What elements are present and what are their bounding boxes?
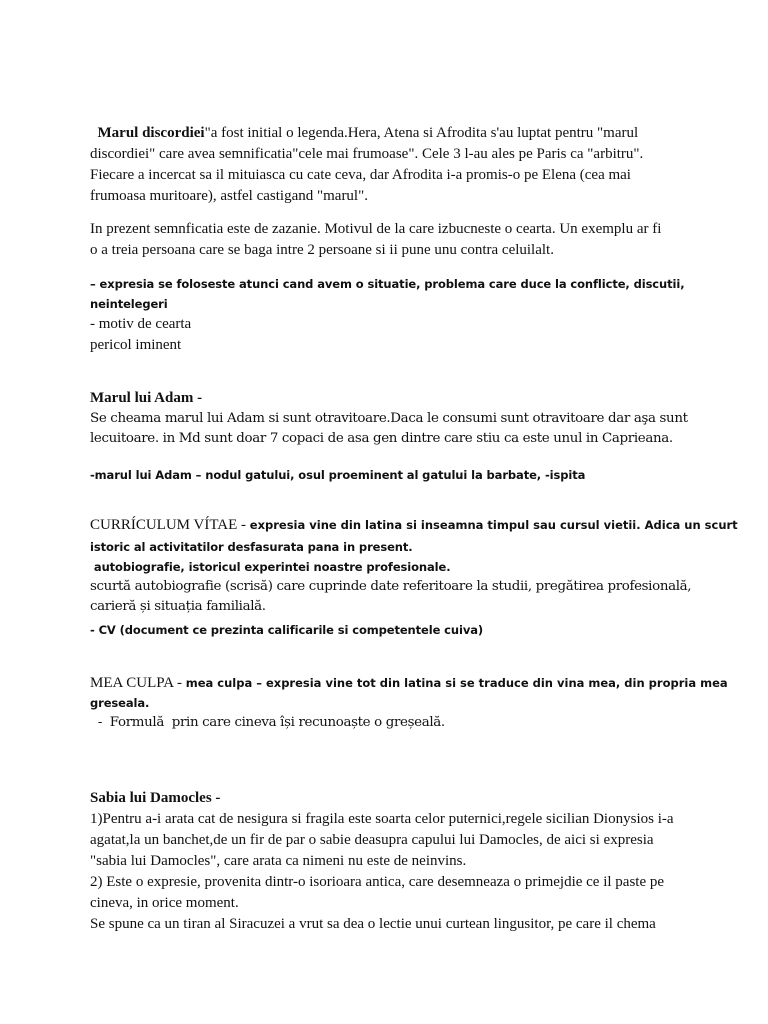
paragraph-line: Marul discordiei"a fost initial o legenda.Hera, Atena si Afrodita s'au luptat pentru "marul [97,125,639,141]
note-line: – expresia se foloseste atunci cand avem o situatie, problema care duce la conflicte, discutii, [90,277,685,291]
mea-culpa-paragraph [90,673,730,694]
term-marul-discordiei: Marul discordiei [97,125,205,141]
mea-culpa-continuation: greseala. [90,696,150,710]
curriculum-vitae-paragraph [90,515,738,536]
paragraph-line: scurtă autobiografie (scrisă) care cuprinde date referitoare la studii, pregătirea profesională, [90,579,692,594]
marul-lui-adam-paragraph [90,409,690,449]
mea-culpa-formula: - Formulă prin care cineva își recunoaște o greșeală. [90,715,445,730]
paragraph-line: Se spune ca un tiran al Siracuzei a vrut sa dea o lectie unui curtean lingusitor, pe care il chema [90,916,656,932]
term-curriculum-vitae: CURRÍCULUM VÍTAE - [90,517,250,533]
paragraph-line: 2) Este o expresie, provenita dintr-o isorioara antica, care desemneaza o primejdie ce il paste pe [90,874,665,890]
paragraph-line: discordiei" care avea semnificatia"cele mai frumoase". Cele 3 l-au ales pe Paris ca "arbitru". [90,146,644,162]
marul-lui-adam-heading: Marul lui Adam - [90,390,203,406]
paragraph-line: o a treia persoana care se baga intre 2 persoane si ii pune unu contra celuilalt. [90,242,554,258]
term-mea-culpa: MEA CULPA - [90,675,186,691]
curriculum-vitae-sans [90,537,690,577]
paragraph-line: cineva, in orice moment. [90,895,239,911]
cv-note: - CV (document ce prezinta calificarile si competentele cuiva) [90,623,484,637]
marul-discordiei-paragraph [90,123,690,207]
paragraph-line: carieră și situația familială. [90,599,266,614]
paragraph-line: istoric al activitatilor desfasurata pana in present. [90,540,413,554]
paragraph-line: CURRÍCULUM VÍTAE - expresia vine din latina si inseamna timpul sau cursul vietii. Adica un scurt [90,517,738,533]
sabia-lui-damocles-heading: Sabia lui Damocles - [90,790,221,806]
sabia-lui-damocles-paragraph [90,809,730,935]
paragraph-line: 1)Pentru a-i arata cat de nesigura si fragila este soarta celor puternici,regele sicilian Dionysios i-a [90,811,674,827]
paragraph-line: Fiecare a incercat sa il mituiasca cu cate ceva, dar Afrodita i-a promis-o pe Elena (cea mai [90,167,631,183]
paragraph-line: Se cheama marul lui Adam si sunt otravitoare.Daca le consumi sunt otravitoare dar aşa sunt [90,411,688,426]
paragraph-line: lecuitoare. in Md sunt doar 7 copaci de asa gen dintre care stiu ca este unul in Caprieana. [90,431,673,446]
paragraph-line: "sabia lui Damocles", care arata ca nimeni nu este de neinvins. [90,853,467,869]
marul-discordiei-extra [90,314,690,356]
curriculum-vitae-definition [90,577,690,617]
expresia-note [90,274,690,314]
paragraph-line: frumoasa muritoare), astfel castigand "marul". [90,188,368,204]
paragraph-line: In prezent semnficatia este de zazanie. Motivul de la care izbucneste o cearta. Un exemplu ar fi [90,221,662,237]
paragraph-line: autobiografie, istoricul experintei noastre profesionale. [90,560,451,574]
paragraph-line: MEA CULPA - mea culpa – expresia vine tot din latina si se traduce din vina mea, din propria mea [90,675,728,691]
prezent-paragraph [90,219,690,261]
paragraph-line: pericol iminent [90,337,182,353]
paragraph-line: - motiv de cearta [90,316,192,332]
note-line: neintelegeri [90,297,168,311]
paragraph-line: agatat,la un banchet,de un fir de par o sabie deasupra capului lui Damocles, de aici si expresia [90,832,654,848]
marul-lui-adam-note: -marul lui Adam – nodul gatului, osul proeminent al gatului la barbate, -ispita [90,468,586,482]
